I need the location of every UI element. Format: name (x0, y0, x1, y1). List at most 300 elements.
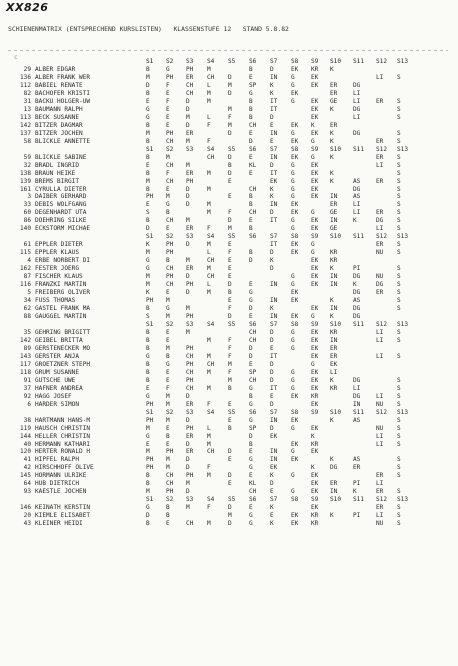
column-header: S12 (376, 233, 388, 241)
course-cell: PH (186, 313, 194, 320)
course-cell: D (186, 273, 190, 281)
course-cell: M (186, 113, 190, 121)
course-cell: PH (166, 73, 174, 81)
course-cell: LI (353, 384, 361, 392)
course-cell: CH (207, 448, 215, 456)
student-name: GROETZNER STEPH (35, 360, 91, 368)
column-header: S11 (353, 320, 365, 328)
student-row (10, 512, 458, 520)
course-cell: G (291, 169, 295, 177)
course-cell: E (166, 440, 170, 448)
column-header: S7 (270, 496, 278, 504)
course-cell: PH (186, 281, 194, 289)
course-cell: EK (311, 472, 319, 480)
column-header: S6 (249, 145, 257, 153)
course-cell: S (397, 432, 401, 440)
student-number: 113 (19, 113, 31, 121)
column-header: S13 (397, 145, 409, 153)
course-cell: EK (311, 328, 319, 336)
student-row (10, 162, 458, 170)
course-cell: G (249, 89, 253, 97)
course-cell: E (166, 89, 170, 97)
course-cell: S (397, 129, 401, 137)
course-cell: S (397, 169, 401, 177)
column-header: S6 (249, 58, 257, 65)
course-cell: D (228, 313, 232, 320)
course-cell: M (207, 265, 211, 273)
course-cell: G (291, 225, 295, 233)
student-number: 42 (23, 464, 31, 472)
course-cell: D (146, 225, 150, 233)
course-cell: M (166, 297, 170, 305)
column-header: S4 (207, 58, 215, 65)
student-number: 4 (27, 257, 31, 265)
course-cell: EK (311, 185, 319, 193)
course-cell: L (207, 81, 211, 89)
column-header: S13 (397, 233, 409, 241)
course-cell: EK (291, 153, 299, 161)
course-cell: M (146, 424, 150, 432)
course-cell: EK (311, 257, 319, 265)
column-header: S7 (270, 408, 278, 416)
course-cell: K (270, 305, 274, 313)
course-cell: S (397, 416, 401, 424)
student-number: 34 (23, 297, 31, 305)
course-cell: E (228, 177, 232, 185)
course-cell: B (146, 520, 150, 528)
course-cell: ER (376, 137, 384, 145)
student-name: KAESTLE JOCHEN (35, 488, 87, 496)
student-row (10, 361, 458, 369)
course-cell: M (166, 193, 170, 201)
course-cell: ER (376, 472, 384, 480)
course-cell: D (228, 169, 232, 177)
student-number: 140 (19, 225, 31, 233)
course-cell: E (166, 113, 170, 121)
column-header: S13 (397, 58, 409, 65)
student-number: 142 (19, 121, 31, 129)
course-cell: DG (330, 464, 338, 472)
course-cell: G (311, 249, 315, 257)
course-cell: D (186, 121, 190, 129)
course-cell: EK (291, 440, 299, 448)
column-header: S9 (311, 58, 319, 65)
course-cell: B (146, 368, 150, 376)
student-name: KEINATH KERSTIN (35, 504, 91, 512)
student-row (10, 417, 458, 425)
course-cell: F (228, 209, 232, 217)
student-number: 82 (23, 89, 31, 97)
student-number: 116 (19, 281, 31, 289)
course-cell: M (207, 472, 211, 480)
course-cell: M (186, 305, 190, 313)
course-cell: F (166, 384, 170, 392)
course-cell: B (146, 217, 150, 225)
column-header: S12 (376, 145, 388, 153)
course-cell: G (249, 520, 253, 528)
course-cell: B (146, 185, 150, 193)
course-cell: EK (311, 336, 319, 344)
course-cell: D (186, 488, 190, 496)
course-cell: K (330, 169, 334, 177)
student-number: 112 (19, 81, 31, 89)
course-cell: F (228, 344, 232, 352)
course-cell: KR (311, 512, 319, 520)
student-number: 60 (23, 209, 31, 217)
course-cell: B (249, 249, 253, 257)
column-header: S2 (166, 233, 174, 241)
student-number: 40 (23, 440, 31, 448)
column-header: S11 (353, 233, 365, 241)
course-cell: DG (353, 105, 361, 113)
course-cell: EK (311, 376, 319, 384)
course-cell: G (146, 504, 150, 512)
course-cell: M (207, 368, 211, 376)
column-header: S8 (291, 320, 299, 328)
course-cell: G (291, 177, 295, 185)
student-name: BRAUN HEIKE (35, 169, 76, 177)
student-row (10, 249, 458, 257)
course-cell: KL (249, 161, 257, 169)
course-cell: LI (376, 392, 384, 400)
course-cell: EK (291, 201, 299, 209)
course-cell: S (397, 289, 401, 297)
course-cell: PH (186, 65, 194, 73)
student-name: BLICKLE SABINE (35, 153, 87, 161)
course-cell: K (330, 376, 334, 384)
course-cell: L (207, 249, 211, 257)
column-header: S11 (353, 145, 365, 153)
course-cell: LI (376, 225, 384, 233)
course-cell: PH (166, 129, 174, 137)
course-cell: S (397, 376, 401, 384)
student-row (10, 66, 458, 74)
course-cell: E (166, 121, 170, 129)
student-number: 137 (19, 129, 31, 137)
student-row (10, 98, 458, 106)
student-row (10, 257, 458, 265)
course-cell: K (270, 472, 274, 480)
course-cell: PH (186, 424, 194, 432)
course-cell: EK (291, 456, 299, 464)
student-row (10, 154, 458, 162)
course-cell: ER (186, 448, 194, 456)
course-cell: S (397, 520, 401, 528)
course-cell: M (207, 289, 211, 297)
course-cell: E (228, 456, 232, 464)
course-cell: ER (353, 464, 361, 472)
course-cell: B (146, 480, 150, 488)
column-header: S9 (311, 145, 319, 153)
course-cell: D (186, 289, 190, 297)
course-cell: G (291, 81, 295, 89)
course-cell: S (397, 249, 401, 257)
course-cell: EK (311, 169, 319, 177)
course-cell: G (146, 257, 150, 265)
student-row (10, 265, 458, 273)
course-cell: KR (330, 384, 338, 392)
course-cell: GE (330, 225, 338, 233)
course-cell: EK (311, 97, 319, 105)
course-cell: D (228, 281, 232, 289)
column-header-row (10, 58, 458, 66)
course-cell: CH (166, 161, 174, 169)
course-cell: CH (186, 81, 194, 89)
course-cell: G (291, 281, 295, 289)
course-cell: IT (270, 217, 278, 225)
course-cell: B (249, 201, 253, 209)
student-row (10, 393, 458, 401)
course-cell: B (146, 65, 150, 73)
course-cell: IN (270, 448, 278, 456)
course-cell: KR (330, 257, 338, 265)
course-cell: AS (353, 193, 361, 201)
course-cell: M (186, 137, 190, 145)
course-cell: ER (186, 225, 194, 233)
column-header: S11 (353, 58, 365, 65)
course-cell: PH (166, 241, 174, 249)
student-row (10, 425, 458, 433)
course-cell: DG (353, 273, 361, 281)
course-cell: E (146, 97, 150, 105)
course-cell: PH (146, 464, 154, 472)
course-cell: EK (311, 480, 319, 488)
course-cell: S (397, 105, 401, 113)
student-number: 64 (23, 480, 31, 488)
course-cell: B (249, 193, 253, 201)
course-cell: D (186, 241, 190, 249)
course-cell: G (291, 424, 295, 432)
column-header: S9 (311, 233, 319, 241)
student-row (10, 337, 458, 345)
course-cell: F (207, 400, 211, 408)
course-cell: B (166, 209, 170, 217)
course-cell: D (249, 257, 253, 265)
course-cell: F (207, 464, 211, 472)
course-cell: D (228, 73, 232, 81)
course-cell: B (166, 512, 170, 520)
course-cell: E (166, 376, 170, 384)
course-cell: K (146, 241, 150, 249)
course-cell: IT (270, 352, 278, 360)
course-cell: B (146, 472, 150, 480)
course-cell: D (186, 464, 190, 472)
course-cell: IT (270, 105, 278, 113)
column-header: S12 (376, 320, 388, 328)
course-cell: ER (330, 89, 338, 97)
course-cell: M (228, 512, 232, 520)
course-cell: CH (249, 376, 257, 384)
course-cell: G (146, 432, 150, 440)
course-cell: LI (376, 480, 384, 488)
student-row (10, 122, 458, 130)
course-cell: KR (311, 520, 319, 528)
course-cell: S (397, 161, 401, 169)
course-cell: M (228, 121, 232, 129)
course-cell: S (397, 456, 401, 464)
column-header: S11 (353, 408, 365, 416)
course-cell: G (291, 368, 295, 376)
column-header: S13 (397, 496, 409, 504)
course-cell: CH (166, 217, 174, 225)
student-name: ALBER FRANK WER (35, 73, 91, 81)
student-row (10, 480, 458, 488)
course-cell: L (207, 424, 211, 432)
student-number: 32 (23, 161, 31, 169)
course-cell: D (228, 89, 232, 97)
student-number: 20 (23, 512, 31, 520)
course-cell: SP (249, 81, 257, 89)
course-cell: LI (376, 352, 384, 360)
course-cell: AS (353, 177, 361, 185)
course-cell: ER (186, 129, 194, 137)
course-cell: ER (186, 265, 194, 273)
course-cell: IT (270, 169, 278, 177)
course-cell: M (207, 89, 211, 97)
course-cell: K (270, 520, 274, 528)
student-name: GERSTENECKER MO (35, 344, 91, 352)
course-cell: K (330, 265, 334, 273)
course-cell: ER (330, 121, 338, 129)
course-cell: G (291, 217, 295, 225)
course-cell: M (228, 105, 232, 113)
course-cell: D (270, 368, 274, 376)
course-cell: E (146, 201, 150, 209)
course-cell: DG (353, 305, 361, 313)
student-name: HERMANN KATHARI (35, 440, 91, 448)
course-cell: K (270, 89, 274, 97)
course-cell: G (291, 185, 295, 193)
course-cell: G (146, 392, 150, 400)
course-cell: K (330, 177, 334, 185)
course-cell: K (270, 504, 274, 512)
course-cell: IN (330, 488, 338, 496)
course-cell: IN (330, 273, 338, 281)
student-name: BECK SUSANNE (35, 113, 80, 121)
column-header: S4 (207, 320, 215, 328)
course-cell: ER (376, 153, 384, 161)
course-cell: M (207, 209, 211, 217)
student-row (10, 297, 458, 305)
student-number: 162 (19, 265, 31, 273)
student-row (10, 241, 458, 249)
course-cell: E (228, 297, 232, 305)
course-cell: CH (207, 257, 215, 265)
column-header: S10 (330, 320, 342, 328)
course-cell: ER (376, 209, 384, 217)
course-cell: CH (166, 281, 174, 289)
course-cell: F (228, 336, 232, 344)
column-header: S13 (397, 320, 409, 328)
course-cell: K (270, 193, 274, 201)
course-cell: EK (311, 448, 319, 456)
student-number: 38 (23, 416, 31, 424)
student-name: HIPFEL RALPH (35, 456, 80, 464)
course-cell: E (166, 105, 170, 113)
course-cell: S (397, 328, 401, 336)
course-cell: G (311, 360, 315, 368)
course-cell: M (186, 217, 190, 225)
student-number: 5 (27, 289, 31, 297)
course-cell: ER (376, 97, 384, 105)
course-cell: M (207, 384, 211, 392)
student-number: 161 (19, 185, 31, 193)
course-cell: E (270, 137, 274, 145)
course-cell: PH (146, 400, 154, 408)
course-cell: ER (376, 241, 384, 249)
course-cell: M (186, 480, 190, 488)
course-cell: IN (270, 201, 278, 209)
student-row (10, 281, 458, 289)
course-cell: NU (376, 424, 384, 432)
student-name: GASTEL FRANK MA (35, 305, 91, 313)
student-name: BACHOFER KRISTI (35, 89, 91, 97)
course-cell: G (249, 297, 253, 305)
course-cell: G (146, 265, 150, 273)
course-cell: G (291, 273, 295, 281)
course-cell: F (207, 225, 211, 233)
course-cell: F (166, 81, 170, 89)
course-cell: IT (270, 97, 278, 105)
course-cell: G (166, 305, 170, 313)
course-cell: E (166, 185, 170, 193)
course-cell: M (207, 201, 211, 209)
course-cell: D (186, 440, 190, 448)
student-name: HERTER RONALD H (35, 448, 91, 456)
course-cell: S (397, 217, 401, 225)
column-header: S13 (397, 408, 409, 416)
course-cell: LI (376, 432, 384, 440)
course-cell: G (311, 137, 315, 145)
course-cell: M (186, 161, 190, 169)
student-name: HAGG JOSEF (35, 392, 72, 400)
column-header: S6 (249, 408, 257, 416)
course-cell: K (330, 456, 334, 464)
student-row (10, 456, 458, 464)
course-cell: D (270, 209, 274, 217)
column-header: S3 (186, 58, 194, 65)
student-number: 136 (19, 73, 31, 81)
header-stand: STAND 5.8.82 (242, 25, 289, 33)
course-cell: DG (353, 313, 361, 320)
column-header: S4 (207, 408, 215, 416)
course-cell: M (228, 81, 232, 89)
course-cell: EK (311, 400, 319, 408)
course-cell: PH (186, 376, 194, 384)
student-row (10, 193, 458, 201)
column-header: S5 (228, 58, 236, 65)
course-cell: PI (353, 512, 361, 520)
course-cell: E (249, 313, 253, 320)
student-name: DEGENHARDT UTA (35, 209, 87, 217)
student-number: 41 (23, 456, 31, 464)
course-cell: B (166, 504, 170, 512)
course-cell: IN (270, 456, 278, 464)
course-cell: ER (186, 73, 194, 81)
course-cell: K (330, 297, 334, 305)
course-cell: D (270, 328, 274, 336)
column-header: S2 (166, 320, 174, 328)
column-header: S1 (146, 408, 154, 416)
course-cell: KR (330, 249, 338, 257)
column-header: S10 (330, 408, 342, 416)
course-cell: G (291, 376, 295, 384)
course-cell: S (397, 225, 401, 233)
course-cell: EK (311, 488, 319, 496)
course-cell: IN (353, 400, 361, 408)
student-row (10, 90, 458, 98)
student-name: GUTSCHE UWE (35, 376, 76, 384)
